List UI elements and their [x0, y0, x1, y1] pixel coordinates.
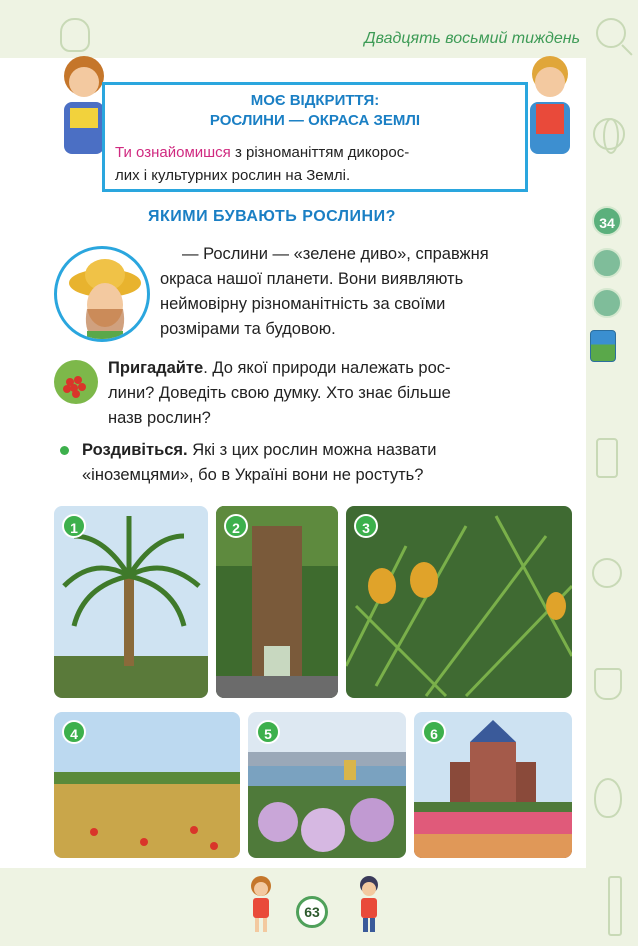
intro-line: розмірами та будовою. — [160, 320, 336, 338]
boy-mascot-icon — [354, 874, 384, 934]
discovery-text-part: з різноманіттям дикорос- — [230, 144, 410, 161]
photo-palm — [54, 506, 208, 698]
week-title: Двадцять восьмий тиждень — [364, 30, 580, 47]
recall-text — [108, 356, 574, 431]
discovery-text — [115, 141, 519, 187]
discovery-text-part: лих і культурних рослин на Землі. — [115, 167, 351, 184]
discovery-title-line: МОЄ ВІДКРИТТЯ: — [250, 92, 380, 109]
flask-icon — [594, 668, 622, 700]
side-rail — [586, 58, 638, 868]
page-number: 63 — [296, 896, 328, 928]
planet-icon — [592, 558, 622, 588]
discovery-box — [102, 82, 528, 192]
photo-sequoia — [216, 506, 338, 698]
pencil-icon — [608, 876, 622, 936]
teacher-portrait — [54, 246, 150, 342]
photo-wheat — [54, 712, 240, 858]
pineapple-plants-image — [346, 506, 572, 698]
globe-icon — [593, 118, 625, 150]
nav-dot[interactable] — [592, 288, 622, 318]
photo-number: 1 — [62, 514, 86, 538]
photo-number: 5 — [256, 720, 280, 744]
look-part: «іноземцями», бо в Україні вони не ростуть? — [82, 466, 424, 484]
intro-line: окраса нашої планети. Вони виявляють — [160, 270, 464, 288]
bullet-icon — [60, 446, 69, 455]
lesson-number-badge[interactable]: 34 — [592, 206, 622, 236]
look-part: Які з цих рослин можна назвати — [187, 441, 437, 459]
discovery-title — [105, 91, 525, 131]
nav-dot[interactable] — [592, 248, 622, 278]
book-icon[interactable] — [590, 330, 616, 362]
recall-part: лини? Доведіть свою думку. Хто знає більше — [108, 384, 451, 402]
photo-lilac — [248, 712, 406, 858]
recall-part: назв рослин? — [108, 409, 211, 427]
photo-number: 6 — [422, 720, 446, 744]
recall-part: . До якої природи належать рос- — [203, 359, 451, 377]
magnifier-icon — [596, 18, 626, 48]
photo-tulips — [414, 712, 572, 858]
pear-icon — [594, 778, 622, 818]
intro-line: неймовірну різноманітність за своїми — [160, 295, 446, 313]
photo-number: 2 — [224, 514, 248, 538]
photo-pineapple — [346, 506, 572, 698]
intro-line: — Рослини — «зелене диво», справжня — [182, 245, 489, 263]
look-text — [82, 438, 574, 488]
recall-lead: Пригадайте — [108, 359, 204, 377]
rowan-berry-icon — [54, 360, 98, 404]
discovery-accent: Ти ознайомишся — [115, 144, 231, 161]
intro-text — [160, 242, 572, 342]
look-lead: Роздивіться. — [82, 441, 188, 459]
girl-mascot-icon — [246, 874, 276, 934]
photo-number: 4 — [62, 720, 86, 744]
section-heading: ЯКИМИ БУВАЮТЬ РОСЛИНИ? — [148, 208, 396, 225]
discovery-title-line: РОСЛИНИ — ОКРАСА ЗЕМЛІ — [209, 112, 421, 129]
microscope-icon — [596, 438, 618, 478]
photo-number: 3 — [354, 514, 378, 538]
footer-band — [0, 868, 638, 946]
